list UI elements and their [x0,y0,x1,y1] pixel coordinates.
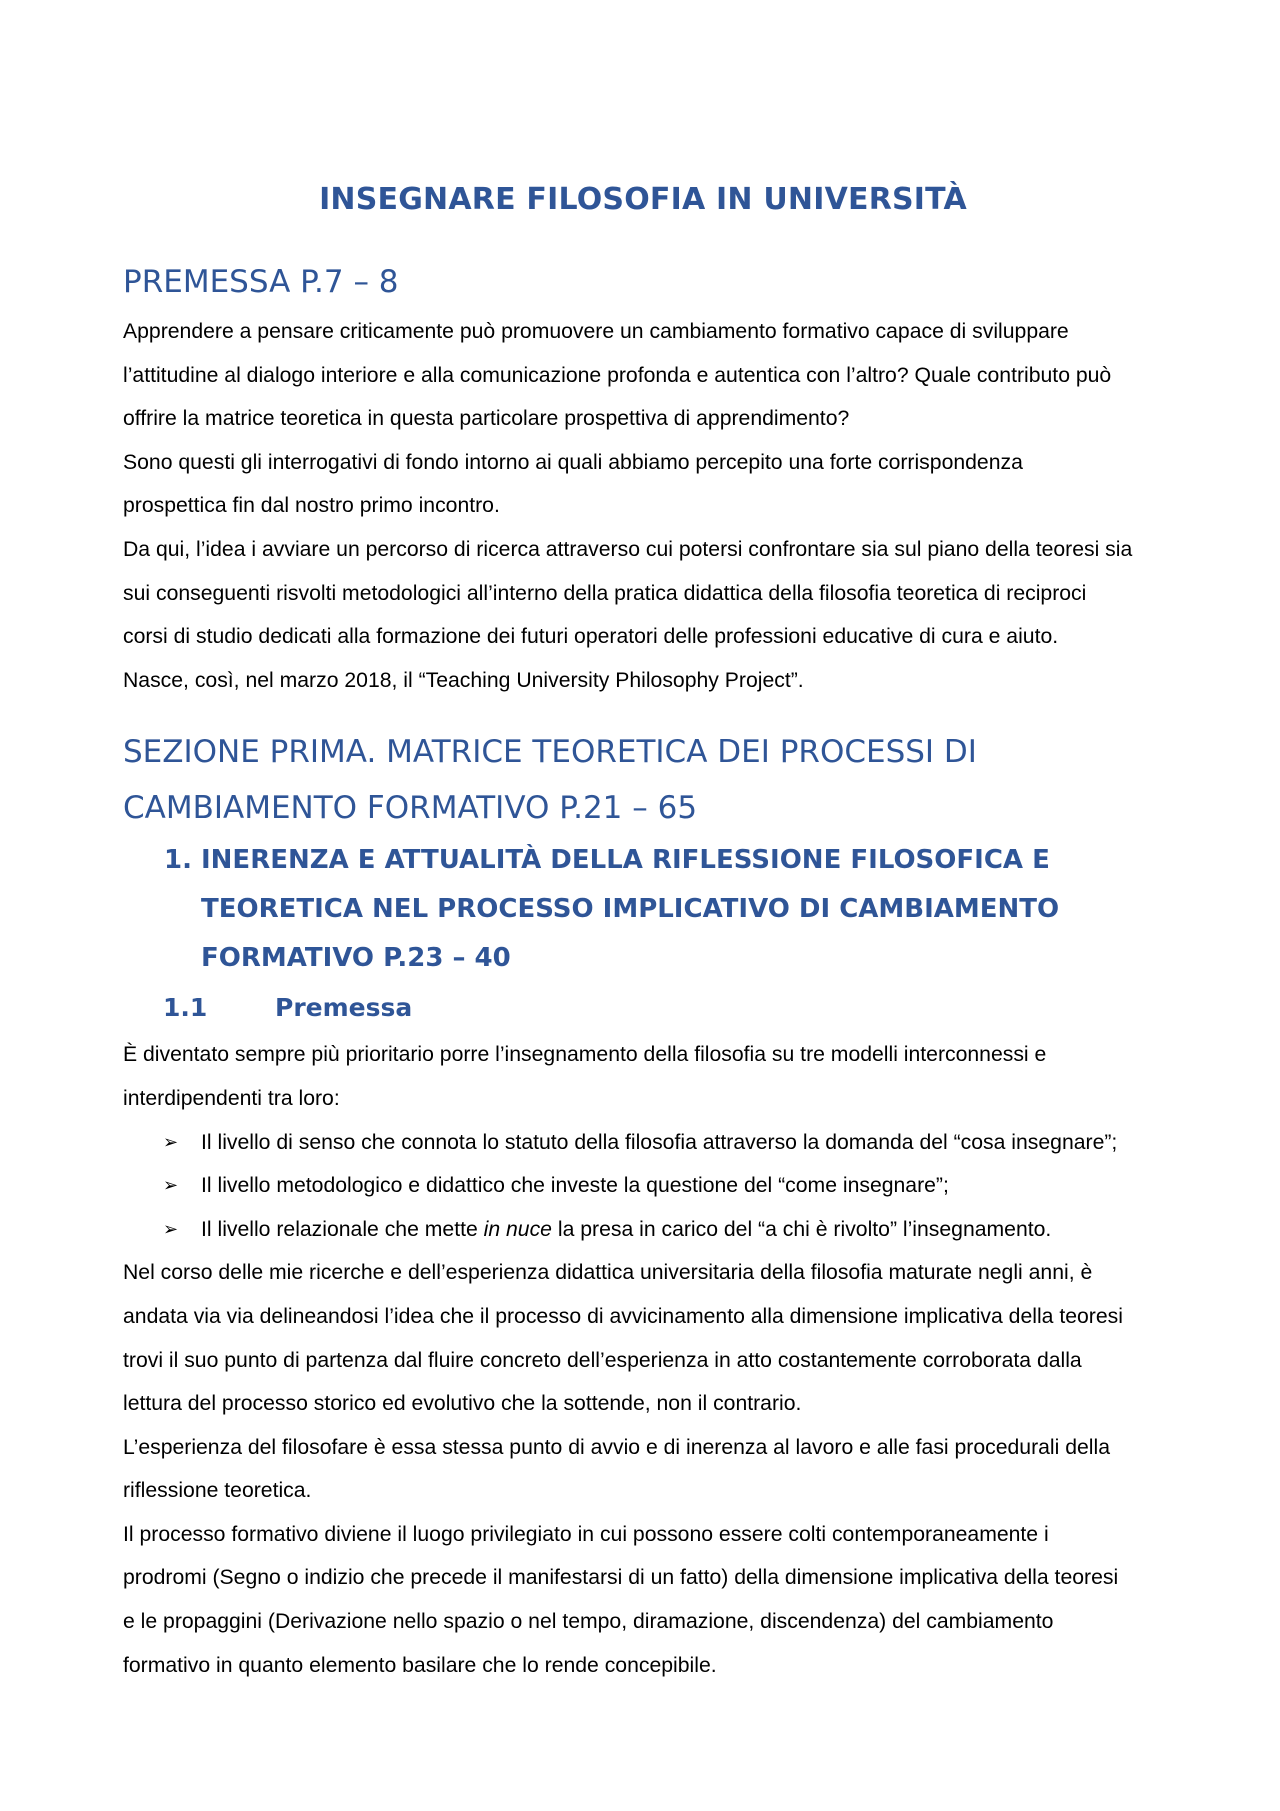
list-item-text-before: Il livello relazionale che mette [201,1217,484,1241]
body-line: Nel corso delle mie ricerche e dell’esperienza didattica universitaria della filosofia maturate negli anni, è [123,1261,1093,1285]
subsection-heading [123,983,1163,1033]
sezione-heading [123,724,1163,836]
premessa-line: Apprendere a pensare criticamente può promuovere un cambiamento formativo capace di sviluppare [123,320,1069,343]
chapter-title-line: FORMATIVO P.23 – 40 [201,943,511,974]
list-item-text [201,1208,1163,1252]
arrowhead-bullet-icon: ➢ [163,1131,179,1152]
subsection-body [123,1251,1163,1687]
sezione-heading-line: SEZIONE PRIMA. MATRICE TEORETICA DEI PROCESSI DI [123,734,977,771]
arrowhead-bullet-icon: ➢ [163,1175,179,1196]
chapter-heading [123,836,1163,983]
body-line: andata via via delineandosi l’idea che il processo di avvicinamento alla dimensione implicativa della teoresi [123,1304,1123,1328]
body-line: formativo in quanto elemento basilare che lo rende concepibile. [123,1653,717,1677]
chapter-title [201,836,1163,983]
subsection-intro [123,1033,1163,1120]
list-item [123,1164,1163,1208]
intro-line: interdipendenti tra loro: [123,1086,340,1110]
body-line: trovi il suo punto di partenza dal fluire concreto dell’esperienza in atto costantemente corroborata dalla [123,1348,1082,1372]
list-item-text: Il livello di senso che connota lo statuto della filosofia attraverso la domanda del “cosa insegnare”; [201,1130,1118,1154]
list-item-italic-phrase: in nuce [483,1217,552,1241]
intro-line: È diventato sempre più prioritario porre l’insegnamento della filosofia su tre modelli interconnessi e [123,1043,1047,1067]
premessa-line: Nasce, così, nel marzo 2018, il “Teaching University Philosophy Project”. [123,668,804,692]
list-item [123,1208,1163,1252]
premessa-line: corsi di studio dedicati alla formazione dei futuri operatori delle professioni educative di cura e aiuto. [123,625,1059,649]
premessa-line: Da qui, l’idea i avviare un percorso di ricerca attraverso cui potersi confrontare sia sul piano della teoresi sia [123,537,1133,561]
sezione-heading-line: CAMBIAMENTO FORMATIVO P.21 – 65 [123,790,698,827]
chapter-title-line: TEORETICA NEL PROCESSO IMPLICATIVO DI CAMBIAMENTO [201,894,1060,925]
body-line: e le propaggini (Derivazione nello spazio o nel tempo, diramazione, discendenza) del cambiamento [123,1610,1054,1634]
premessa-line: prospettica fin dal nostro primo incontro. [123,494,500,518]
premessa-line: l’attitudine al dialogo interiore e alla comunicazione profonda e autentica con l’altro? Quale contributo può [123,363,1112,387]
chapter-number: 1. [164,845,192,876]
arrowhead-bullet-icon: ➢ [163,1218,179,1239]
chapter-title-line: INERENZA E ATTUALITÀ DELLA RIFLESSIONE FILOSOFICA E [201,845,1050,876]
body-line: riflessione teoretica. [123,1479,312,1503]
levels-list [123,1121,1163,1252]
body-line: prodromi (Segno o indizio che precede il manifestarsi di un fatto) della dimensione implicativa della teoresi [123,1566,1119,1590]
body-line: lettura del processo storico ed evolutivo che la sottende, non il contrario. [123,1392,802,1416]
premessa-line: sui conseguenti risvolti metodologici all’interno della pratica didattica della filosofia teoretica di reciproci [123,581,1087,605]
list-item [123,1121,1163,1165]
premessa-line: Sono questi gli interrogativi di fondo intorno ai quali abbiamo percepito una forte corrispondenza [123,450,1023,474]
document-content [123,172,1163,1687]
list-item-text-after: la presa in carico del “a chi è rivolto” l’insegnamento. [551,1217,1052,1241]
list-item-text: Il livello metodologico e didattico che investe la questione del “come insegnare”; [201,1174,949,1198]
document-title: INSEGNARE FILOSOFIA IN UNIVERSITÀ [319,182,967,217]
premessa-heading: PREMESSA P.7 – 8 [123,264,399,300]
subsection-number: 1.1 [163,993,208,1023]
body-line: Il processo formativo diviene il luogo privilegiato in cui possono essere colti contemporaneamente i [123,1522,1049,1546]
premessa-line: offrire la matrice teoretica in questa particolare prospettiva di apprendimento? [123,407,850,431]
body-line: L’esperienza del filosofare è essa stessa punto di avvio e di inerenza al lavoro e alle fasi procedurali della [123,1435,1110,1459]
subsection-title: Premessa [275,993,413,1023]
premessa-body [123,310,1163,702]
